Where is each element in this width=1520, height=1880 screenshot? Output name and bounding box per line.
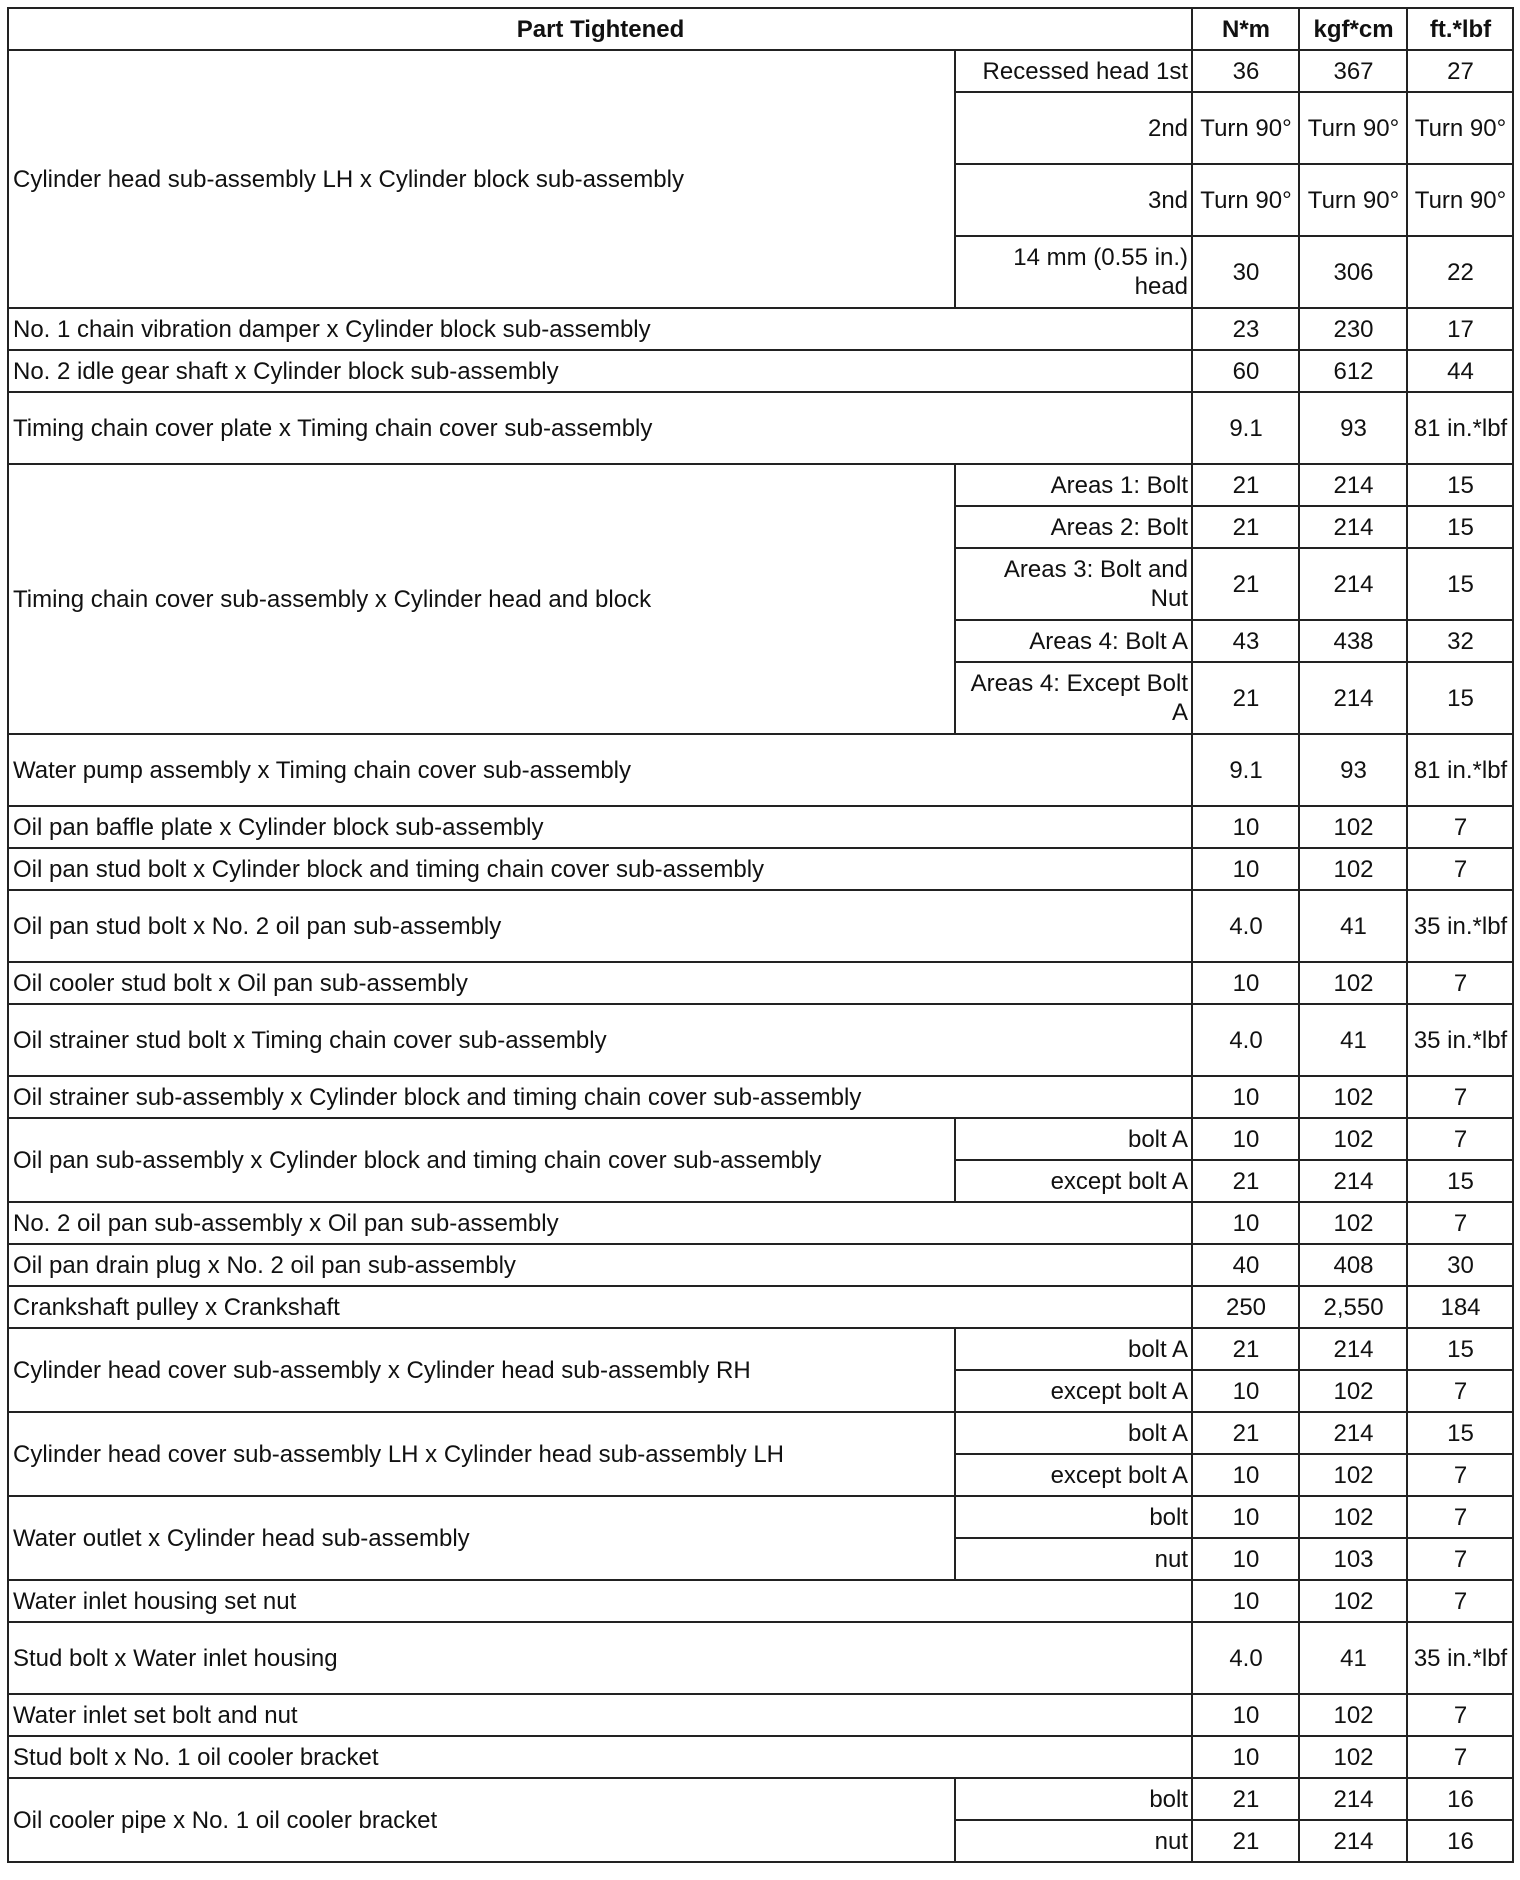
ft-lbf-value-cell: 16	[1407, 1820, 1513, 1862]
kgf-cm-value-cell: 102	[1299, 806, 1407, 848]
table-row	[8, 1496, 1513, 1538]
header-kgf-cm: kgf*cm	[1299, 8, 1407, 50]
nm-value-cell: 10	[1192, 1118, 1299, 1160]
condition-cell: 14 mm (0.55 in.) head	[955, 236, 1192, 308]
kgf-cm-value-cell: 93	[1299, 734, 1407, 806]
part-tightened-cell: No. 1 chain vibration damper x Cylinder block sub-assembly	[8, 308, 1192, 350]
kgf-cm-value-cell: 102	[1299, 1496, 1407, 1538]
table-row	[8, 1580, 1513, 1622]
header-part-tightened: Part Tightened	[8, 8, 1192, 50]
condition-cell: bolt	[955, 1778, 1192, 1820]
ft-lbf-value-cell: 7	[1407, 1454, 1513, 1496]
table-row	[8, 890, 1513, 962]
condition-cell: Areas 2: Bolt	[955, 506, 1192, 548]
ft-lbf-value-cell: 7	[1407, 806, 1513, 848]
kgf-cm-value-cell: 102	[1299, 1370, 1407, 1412]
nm-value-cell: 9.1	[1192, 392, 1299, 464]
part-tightened-cell: Cylinder head cover sub-assembly x Cylinder head sub-assembly RH	[8, 1328, 955, 1412]
part-tightened-cell: Water pump assembly x Timing chain cover sub-assembly	[8, 734, 1192, 806]
part-tightened-cell: Oil cooler stud bolt x Oil pan sub-assembly	[8, 962, 1192, 1004]
ft-lbf-value-cell: 15	[1407, 1328, 1513, 1370]
table-row	[8, 962, 1513, 1004]
part-tightened-cell: Cylinder head sub-assembly LH x Cylinder block sub-assembly	[8, 50, 955, 308]
table-row	[8, 1076, 1513, 1118]
condition-cell: Areas 3: Bolt and Nut	[955, 548, 1192, 620]
kgf-cm-value-cell: 214	[1299, 1328, 1407, 1370]
condition-cell: 3nd	[955, 164, 1192, 236]
header-row	[8, 8, 1513, 50]
kgf-cm-value-cell: 102	[1299, 1454, 1407, 1496]
table-row	[8, 464, 1513, 506]
ft-lbf-value-cell: 15	[1407, 1160, 1513, 1202]
kgf-cm-value-cell: 102	[1299, 1202, 1407, 1244]
kgf-cm-value-cell: 41	[1299, 1622, 1407, 1694]
ft-lbf-value-cell: 35 in.*lbf	[1407, 1622, 1513, 1694]
nm-value-cell: 10	[1192, 962, 1299, 1004]
table-row	[8, 1736, 1513, 1778]
ft-lbf-value-cell: 32	[1407, 620, 1513, 662]
part-tightened-cell: Water inlet housing set nut	[8, 1580, 1192, 1622]
table-row	[8, 1286, 1513, 1328]
kgf-cm-value-cell: 102	[1299, 962, 1407, 1004]
part-tightened-cell: Crankshaft pulley x Crankshaft	[8, 1286, 1192, 1328]
condition-cell: Areas 4: Except Bolt A	[955, 662, 1192, 734]
table-row	[8, 806, 1513, 848]
kgf-cm-value-cell: 93	[1299, 392, 1407, 464]
table-row	[8, 1622, 1513, 1694]
nm-value-cell: Turn 90°	[1192, 92, 1299, 164]
nm-value-cell: 21	[1192, 662, 1299, 734]
condition-cell: Recessed head 1st	[955, 50, 1192, 92]
part-tightened-cell: Oil pan stud bolt x Cylinder block and timing chain cover sub-assembly	[8, 848, 1192, 890]
ft-lbf-value-cell: 27	[1407, 50, 1513, 92]
ft-lbf-value-cell: 7	[1407, 962, 1513, 1004]
nm-value-cell: 10	[1192, 1202, 1299, 1244]
part-tightened-cell: Oil pan stud bolt x No. 2 oil pan sub-assembly	[8, 890, 1192, 962]
nm-value-cell: 60	[1192, 350, 1299, 392]
nm-value-cell: 4.0	[1192, 1622, 1299, 1694]
ft-lbf-value-cell: 7	[1407, 1076, 1513, 1118]
ft-lbf-value-cell: 15	[1407, 1412, 1513, 1454]
kgf-cm-value-cell: 214	[1299, 1160, 1407, 1202]
nm-value-cell: 21	[1192, 1778, 1299, 1820]
torque-spec-sheet	[7, 7, 1514, 1863]
ft-lbf-value-cell: Turn 90°	[1407, 164, 1513, 236]
condition-cell: nut	[955, 1820, 1192, 1862]
table-row	[8, 392, 1513, 464]
part-tightened-cell: Timing chain cover plate x Timing chain cover sub-assembly	[8, 392, 1192, 464]
nm-value-cell: 10	[1192, 848, 1299, 890]
kgf-cm-value-cell: 214	[1299, 1778, 1407, 1820]
header-nm: N*m	[1192, 8, 1299, 50]
ft-lbf-value-cell: Turn 90°	[1407, 92, 1513, 164]
table-row	[8, 1118, 1513, 1160]
part-tightened-cell: No. 2 oil pan sub-assembly x Oil pan sub-assembly	[8, 1202, 1192, 1244]
part-tightened-cell: Oil cooler pipe x No. 1 oil cooler bracket	[8, 1778, 955, 1862]
condition-cell: 2nd	[955, 92, 1192, 164]
ft-lbf-value-cell: 15	[1407, 464, 1513, 506]
nm-value-cell: 21	[1192, 1820, 1299, 1862]
kgf-cm-value-cell: 214	[1299, 548, 1407, 620]
nm-value-cell: 21	[1192, 548, 1299, 620]
part-tightened-cell: Stud bolt x No. 1 oil cooler bracket	[8, 1736, 1192, 1778]
kgf-cm-value-cell: 2,550	[1299, 1286, 1407, 1328]
ft-lbf-value-cell: 81 in.*lbf	[1407, 734, 1513, 806]
kgf-cm-value-cell: 214	[1299, 1820, 1407, 1862]
kgf-cm-value-cell: 214	[1299, 464, 1407, 506]
ft-lbf-value-cell: 7	[1407, 1202, 1513, 1244]
nm-value-cell: 10	[1192, 1538, 1299, 1580]
part-tightened-cell: Water inlet set bolt and nut	[8, 1694, 1192, 1736]
table-row	[8, 1412, 1513, 1454]
condition-cell: bolt A	[955, 1412, 1192, 1454]
header-ft-lbf: ft.*lbf	[1407, 8, 1513, 50]
table-row	[8, 734, 1513, 806]
nm-value-cell: 21	[1192, 464, 1299, 506]
condition-cell: nut	[955, 1538, 1192, 1580]
condition-cell: except bolt A	[955, 1454, 1192, 1496]
nm-value-cell: 9.1	[1192, 734, 1299, 806]
table-row	[8, 350, 1513, 392]
table-row	[8, 308, 1513, 350]
table-row	[8, 50, 1513, 92]
nm-value-cell: 4.0	[1192, 1004, 1299, 1076]
kgf-cm-value-cell: 102	[1299, 1076, 1407, 1118]
kgf-cm-value-cell: 230	[1299, 308, 1407, 350]
ft-lbf-value-cell: 15	[1407, 662, 1513, 734]
table-row	[8, 1328, 1513, 1370]
kgf-cm-value-cell: 408	[1299, 1244, 1407, 1286]
part-tightened-cell: Oil pan baffle plate x Cylinder block sub-assembly	[8, 806, 1192, 848]
table-row	[8, 1244, 1513, 1286]
kgf-cm-value-cell: 41	[1299, 1004, 1407, 1076]
kgf-cm-value-cell: 214	[1299, 506, 1407, 548]
table-row	[8, 1202, 1513, 1244]
kgf-cm-value-cell: 102	[1299, 848, 1407, 890]
part-tightened-cell: Oil pan drain plug x No. 2 oil pan sub-assembly	[8, 1244, 1192, 1286]
nm-value-cell: 23	[1192, 308, 1299, 350]
part-tightened-cell: Timing chain cover sub-assembly x Cylinder head and block	[8, 464, 955, 734]
nm-value-cell: 10	[1192, 1454, 1299, 1496]
torque-table	[7, 7, 1514, 1863]
nm-value-cell: 10	[1192, 806, 1299, 848]
condition-cell: bolt A	[955, 1328, 1192, 1370]
kgf-cm-value-cell: Turn 90°	[1299, 164, 1407, 236]
ft-lbf-value-cell: 35 in.*lbf	[1407, 890, 1513, 962]
condition-cell: except bolt A	[955, 1370, 1192, 1412]
part-tightened-cell: No. 2 idle gear shaft x Cylinder block sub-assembly	[8, 350, 1192, 392]
nm-value-cell: 10	[1192, 1694, 1299, 1736]
table-row	[8, 848, 1513, 890]
nm-value-cell: 10	[1192, 1736, 1299, 1778]
nm-value-cell: 10	[1192, 1580, 1299, 1622]
condition-cell: except bolt A	[955, 1160, 1192, 1202]
condition-cell: Areas 4: Bolt A	[955, 620, 1192, 662]
part-tightened-cell: Cylinder head cover sub-assembly LH x Cylinder head sub-assembly LH	[8, 1412, 955, 1496]
table-row	[8, 1778, 1513, 1820]
ft-lbf-value-cell: 22	[1407, 236, 1513, 308]
kgf-cm-value-cell: 102	[1299, 1694, 1407, 1736]
kgf-cm-value-cell: 103	[1299, 1538, 1407, 1580]
part-tightened-cell: Stud bolt x Water inlet housing	[8, 1622, 1192, 1694]
ft-lbf-value-cell: 7	[1407, 1538, 1513, 1580]
ft-lbf-value-cell: 16	[1407, 1778, 1513, 1820]
ft-lbf-value-cell: 15	[1407, 548, 1513, 620]
kgf-cm-value-cell: 306	[1299, 236, 1407, 308]
nm-value-cell: 10	[1192, 1496, 1299, 1538]
nm-value-cell: 21	[1192, 1412, 1299, 1454]
kgf-cm-value-cell: Turn 90°	[1299, 92, 1407, 164]
nm-value-cell: 10	[1192, 1076, 1299, 1118]
ft-lbf-value-cell: 7	[1407, 1736, 1513, 1778]
ft-lbf-value-cell: 44	[1407, 350, 1513, 392]
nm-value-cell: 10	[1192, 1370, 1299, 1412]
ft-lbf-value-cell: 17	[1407, 308, 1513, 350]
condition-cell: Areas 1: Bolt	[955, 464, 1192, 506]
ft-lbf-value-cell: 30	[1407, 1244, 1513, 1286]
kgf-cm-value-cell: 102	[1299, 1580, 1407, 1622]
kgf-cm-value-cell: 102	[1299, 1118, 1407, 1160]
table-row	[8, 1694, 1513, 1736]
nm-value-cell: 250	[1192, 1286, 1299, 1328]
ft-lbf-value-cell: 7	[1407, 848, 1513, 890]
ft-lbf-value-cell: 15	[1407, 506, 1513, 548]
ft-lbf-value-cell: 7	[1407, 1118, 1513, 1160]
kgf-cm-value-cell: 612	[1299, 350, 1407, 392]
nm-value-cell: 30	[1192, 236, 1299, 308]
table-row	[8, 1004, 1513, 1076]
nm-value-cell: 43	[1192, 620, 1299, 662]
kgf-cm-value-cell: 214	[1299, 662, 1407, 734]
kgf-cm-value-cell: 438	[1299, 620, 1407, 662]
kgf-cm-value-cell: 41	[1299, 890, 1407, 962]
condition-cell: bolt	[955, 1496, 1192, 1538]
table-body	[8, 50, 1513, 1862]
nm-value-cell: 36	[1192, 50, 1299, 92]
nm-value-cell: Turn 90°	[1192, 164, 1299, 236]
ft-lbf-value-cell: 7	[1407, 1580, 1513, 1622]
ft-lbf-value-cell: 7	[1407, 1370, 1513, 1412]
ft-lbf-value-cell: 7	[1407, 1496, 1513, 1538]
part-tightened-cell: Water outlet x Cylinder head sub-assembly	[8, 1496, 955, 1580]
nm-value-cell: 21	[1192, 1160, 1299, 1202]
kgf-cm-value-cell: 367	[1299, 50, 1407, 92]
nm-value-cell: 21	[1192, 1328, 1299, 1370]
kgf-cm-value-cell: 102	[1299, 1736, 1407, 1778]
nm-value-cell: 4.0	[1192, 890, 1299, 962]
ft-lbf-value-cell: 7	[1407, 1694, 1513, 1736]
kgf-cm-value-cell: 214	[1299, 1412, 1407, 1454]
part-tightened-cell: Oil pan sub-assembly x Cylinder block and timing chain cover sub-assembly	[8, 1118, 955, 1202]
ft-lbf-value-cell: 35 in.*lbf	[1407, 1004, 1513, 1076]
ft-lbf-value-cell: 184	[1407, 1286, 1513, 1328]
part-tightened-cell: Oil strainer sub-assembly x Cylinder block and timing chain cover sub-assembly	[8, 1076, 1192, 1118]
nm-value-cell: 21	[1192, 506, 1299, 548]
part-tightened-cell: Oil strainer stud bolt x Timing chain cover sub-assembly	[8, 1004, 1192, 1076]
ft-lbf-value-cell: 81 in.*lbf	[1407, 392, 1513, 464]
nm-value-cell: 40	[1192, 1244, 1299, 1286]
condition-cell: bolt A	[955, 1118, 1192, 1160]
